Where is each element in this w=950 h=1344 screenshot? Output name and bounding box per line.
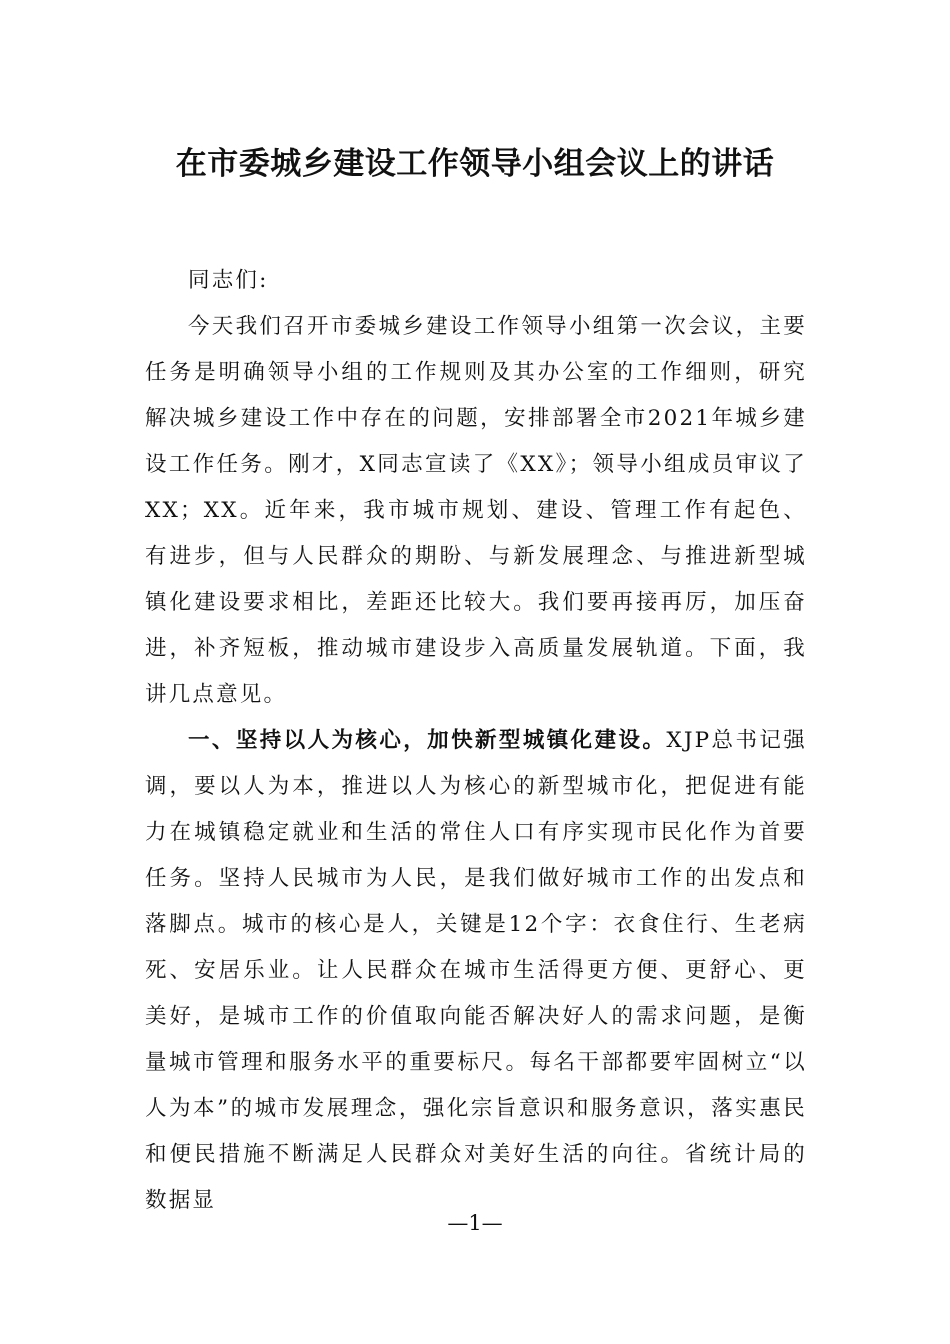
section-heading: 一、坚持以人为核心，加快新型城镇化建设。	[188, 728, 667, 753]
section-text: XJP总书记强调，要以人为本，推进以人为核心的新型城市化，把促进有能力在城镇稳定就业和生活的常住人口有序实现市民化作为首要任务。坚持人民城市为人民，是我们做好城市工作的出发点和落脚点。城市的核心是人，关键是12个字：衣食住行、生老病死、安居乐业。让人民群众在城市生活得更方便、更舒心、更美好，是城市工作的价值取向能否解决好人的需求问题，是衡量城市管理和服务水平的重要标尺。每名干部都要牢固树立“以人为本”的城市发展理念，强化宗旨意识和服务意识，落实惠民和便民措施不断满足人民群众对美好生活的向往。省统计局的数据显	[145, 728, 807, 1213]
paragraph-section-1	[145, 718, 807, 1224]
salutation: 同志们:	[188, 268, 269, 293]
paragraph-intro: 今天我们召开市委城乡建设工作领导小组第一次会议，主要任务是明确领导小组的工作规则及其办公室的工作细则，研究解决城乡建设工作中存在的问题，安排部署全市2021年城乡建设工作任务。刚才，X同志宣读了《XX》；领导小组成员审议了XX；XX。近年来，我市城市规划、建设、管理工作有起色、有进步，但与人民群众的期盼、与新发展理念、与推进新型城镇化建设要求相比，差距还比较大。我们要再接再厉，加压奋进，补齐短板，推动城市建设步入高质量发展轨道。下面，我讲几点意见。	[145, 314, 807, 707]
page-number: —1—	[447, 1211, 503, 1235]
document-title: 在市委城乡建设工作领导小组会议上的讲话	[175, 146, 775, 182]
document-body	[145, 258, 807, 1224]
